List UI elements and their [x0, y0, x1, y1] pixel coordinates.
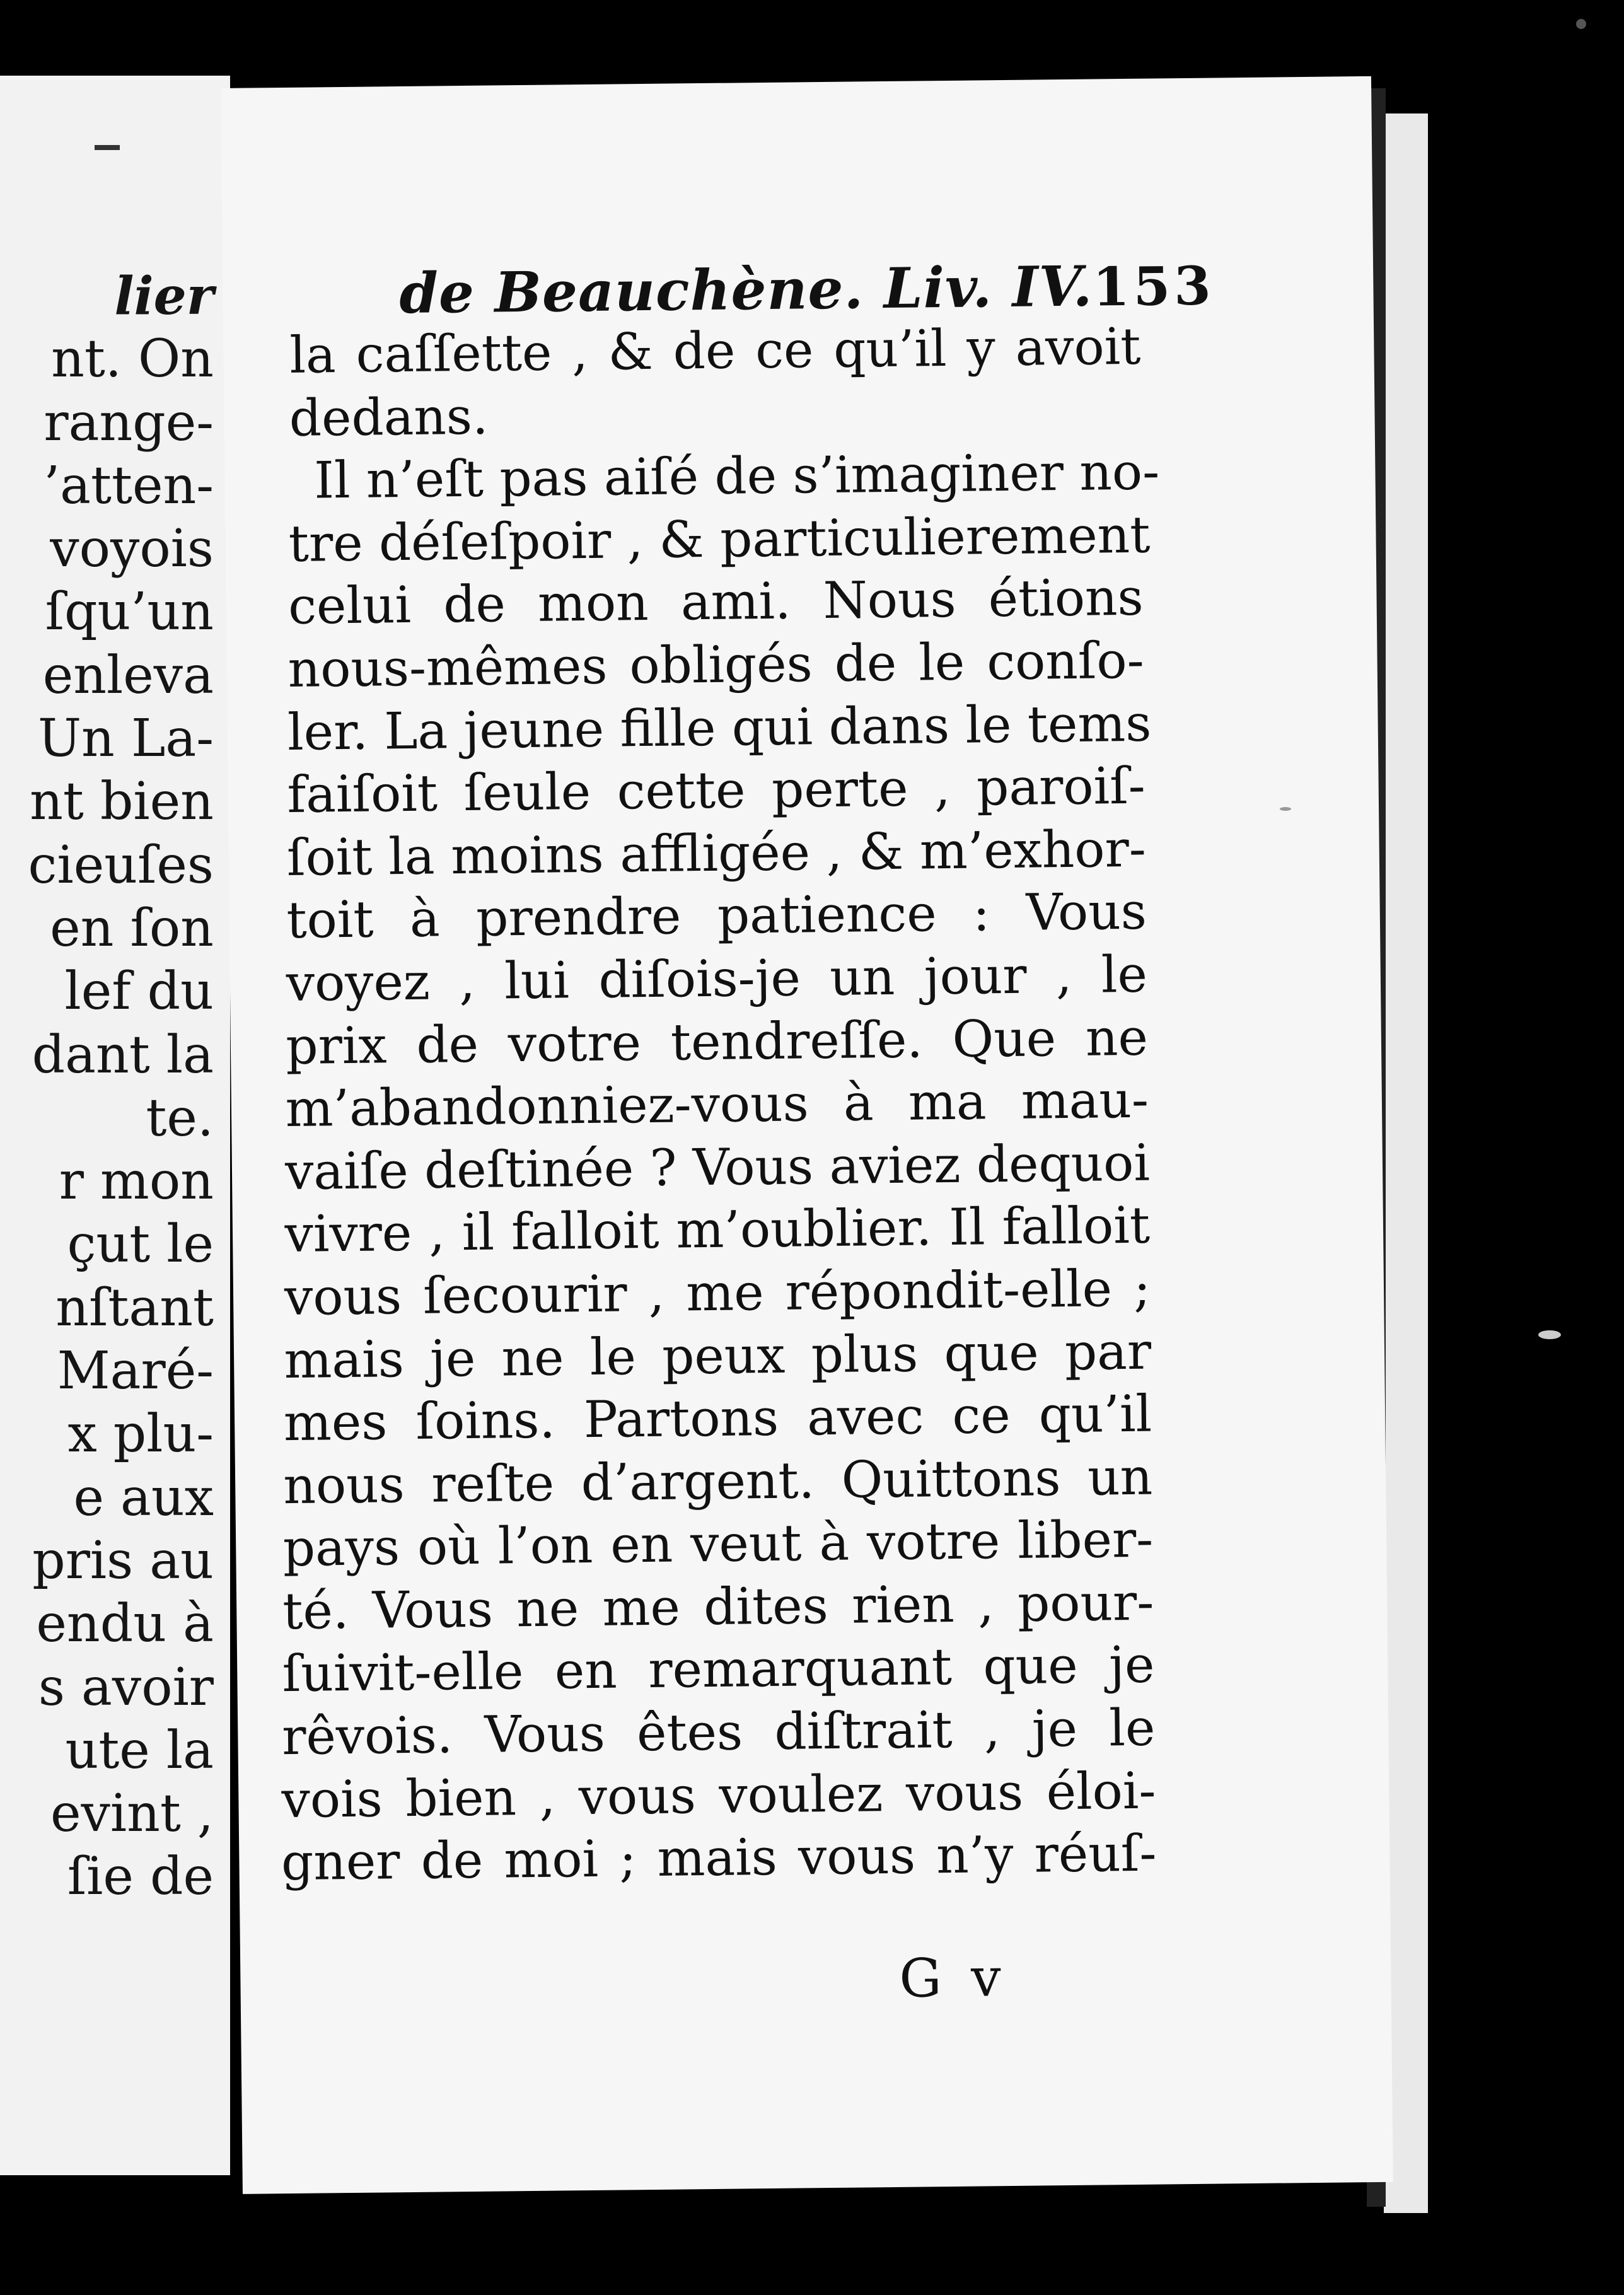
text-line: lier	[114, 266, 214, 327]
text-line: ute la	[65, 1720, 214, 1781]
text-line: gner de moi ; mais vous n’y réuſ-	[281, 1823, 1157, 1892]
mark	[95, 145, 120, 150]
speck	[1538, 1330, 1561, 1339]
text-line: te.	[146, 1088, 214, 1148]
text-line: rêvois. Vous êtes diſtrait , je le	[281, 1698, 1156, 1767]
text-line: voyois	[50, 519, 214, 579]
body-text	[281, 315, 1160, 1894]
text-line: ſoit la moins affligée , & m’exhor-	[286, 819, 1147, 887]
text-line: prix de votre tendreſſe. Que ne	[285, 1008, 1149, 1076]
text-line: m’abandonniez-vous à ma mau-	[285, 1070, 1149, 1139]
text-line: faiſoit ſeule cette perte , paroiſ-	[287, 756, 1146, 825]
text-line: Il n’eſt pas aiſé de s’imaginer no-	[313, 442, 1160, 510]
text-line: vaiſe deſtinée ? Vous aviez dequoi	[284, 1133, 1151, 1201]
text-line: Maré-	[57, 1341, 214, 1402]
page-number: 153	[1092, 254, 1215, 318]
text-line: nous-mêmes obligés de le conſo-	[287, 630, 1145, 699]
text-line: range-	[44, 392, 214, 453]
text-line: Un La-	[37, 709, 214, 769]
text-line: mes ſoins. Partons avec ce qu’il	[283, 1384, 1152, 1453]
text-line: s avoir	[38, 1657, 214, 1717]
text-line: voyez , lui diſois-je un jour , le	[286, 944, 1148, 1013]
text-line: endu à	[36, 1594, 214, 1654]
text-line: tre déſeſpoir , & particulierement	[288, 505, 1151, 573]
text-line: vois bien , vous voulez vous éloi-	[281, 1761, 1156, 1829]
text-line: ler. La jeune fille qui dans le tems	[287, 694, 1152, 762]
text-line: té. Vous ne me dites rien , pour-	[282, 1572, 1154, 1641]
text-line: cieuſes	[28, 835, 214, 895]
text-line: nſtant	[55, 1277, 214, 1338]
text-line: ’atten-	[44, 455, 214, 516]
text-line: lef du	[64, 962, 214, 1022]
speck	[1280, 807, 1291, 811]
text-line: e aux	[73, 1467, 214, 1528]
text-line: x plu-	[67, 1404, 214, 1465]
text-line: vous ſecourir , me répondit-elle ;	[284, 1258, 1151, 1327]
left-page	[0, 76, 230, 2175]
left-page-text	[28, 265, 214, 1909]
text-line: pays où l’on en veut à votre liber-	[282, 1509, 1154, 1578]
text-line: celui de mon ami. Nous étions	[287, 568, 1144, 636]
text-line: mais je ne le peux plus que par	[284, 1322, 1152, 1390]
text-line: la caſſette , & de ce qu’il y avoit	[289, 317, 1141, 385]
running-head: de Beauchène. Liv. IV.	[398, 253, 1093, 327]
right-page	[221, 76, 1393, 2194]
speck	[1576, 19, 1586, 29]
text-line: evint ,	[50, 1784, 214, 1844]
page-header	[398, 253, 1215, 327]
text-line: ſuivit-elle en remarquant que je	[282, 1636, 1155, 1704]
text-line: çut le	[67, 1214, 214, 1275]
text-line: pris au	[32, 1530, 214, 1591]
text-line: dant la	[32, 1025, 214, 1085]
signature-mark: G v	[898, 1946, 1008, 2009]
page-edge	[1384, 113, 1428, 2213]
text-line: nt. On	[51, 329, 214, 390]
text-line: ſqu’un	[45, 582, 214, 642]
text-line: nous reſte d’argent. Quittons un	[282, 1447, 1153, 1515]
text-line: en ſon	[50, 898, 214, 958]
text-line: dedans.	[289, 386, 489, 448]
text-line: ſie de	[67, 1847, 214, 1907]
text-line: r mon	[59, 1151, 214, 1212]
text-line: toit à prendre patience : Vous	[286, 882, 1147, 950]
text-line: enleva	[42, 645, 214, 706]
text-line: vivre , il falloit m’oublier. Il falloit	[284, 1195, 1151, 1264]
text-line: nt bien	[30, 772, 214, 832]
